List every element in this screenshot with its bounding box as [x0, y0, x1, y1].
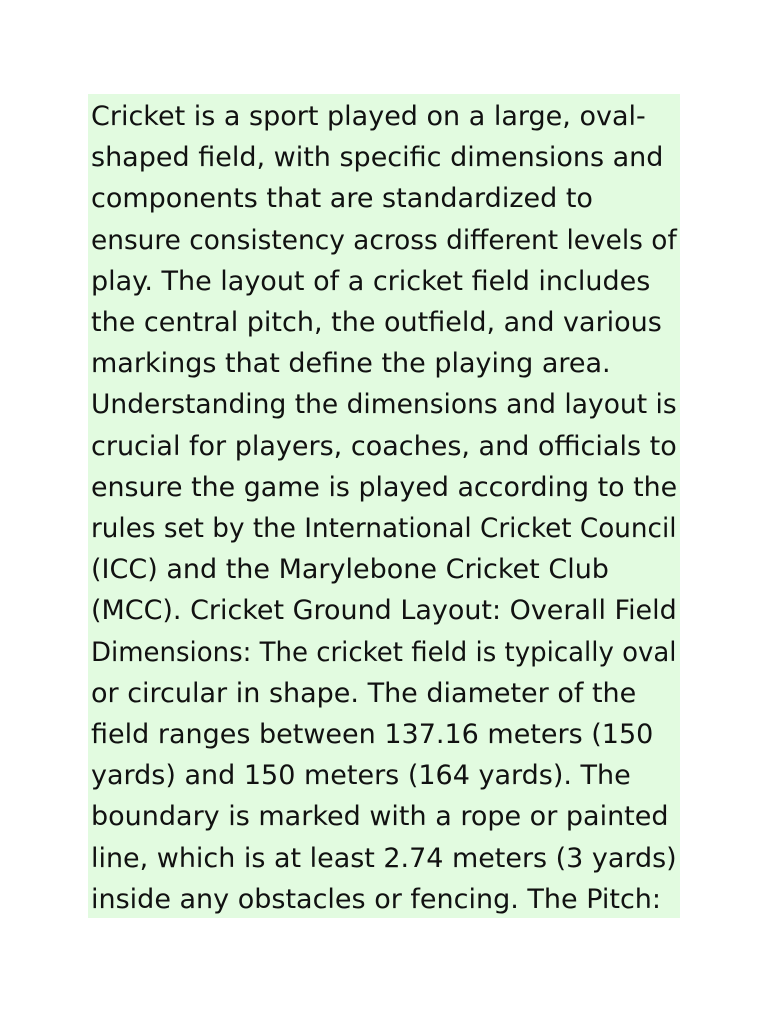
- text-line: Dimensions: The cricket field is typically oval: [91, 636, 677, 668]
- text-line: line, which is at least 2.74 meters (3 yards): [91, 842, 677, 874]
- text-line: yards) and 150 meters (164 yards). The: [91, 760, 631, 792]
- text-line: or circular in shape. The diameter of the: [91, 677, 637, 709]
- text-line: boundary is marked with a rope or painted: [91, 801, 669, 833]
- text-line: play. The layout of a cricket field includes: [91, 265, 651, 297]
- text-line: shaped field, with specific dimensions and: [91, 142, 664, 174]
- text-line: (MCC). Cricket Ground Layout: Overall Field: [91, 595, 677, 627]
- text-line: markings that define the playing area.: [91, 348, 611, 380]
- text-line: crucial for players, coaches, and officials to: [91, 430, 677, 462]
- text-line: the central pitch, the outfield, and various: [91, 307, 662, 339]
- text-line: components that are standardized to: [91, 183, 593, 215]
- text-line: rules set by the International Cricket Council: [91, 513, 677, 545]
- text-line: ensure the game is played according to the: [91, 471, 678, 503]
- text-line: Cricket is a sport played on a large, oval-: [91, 101, 646, 132]
- text-line: field ranges between 137.16 meters (150: [91, 719, 654, 751]
- text-line: Understanding the dimensions and layout is: [91, 389, 677, 421]
- text-line: inside any obstacles or fencing. The Pitch:: [91, 883, 662, 915]
- highlighted-text-block: [88, 94, 680, 918]
- text-line: (ICC) and the Marylebone Cricket Club: [91, 554, 609, 586]
- text-line: ensure consistency across different levels of: [91, 224, 677, 256]
